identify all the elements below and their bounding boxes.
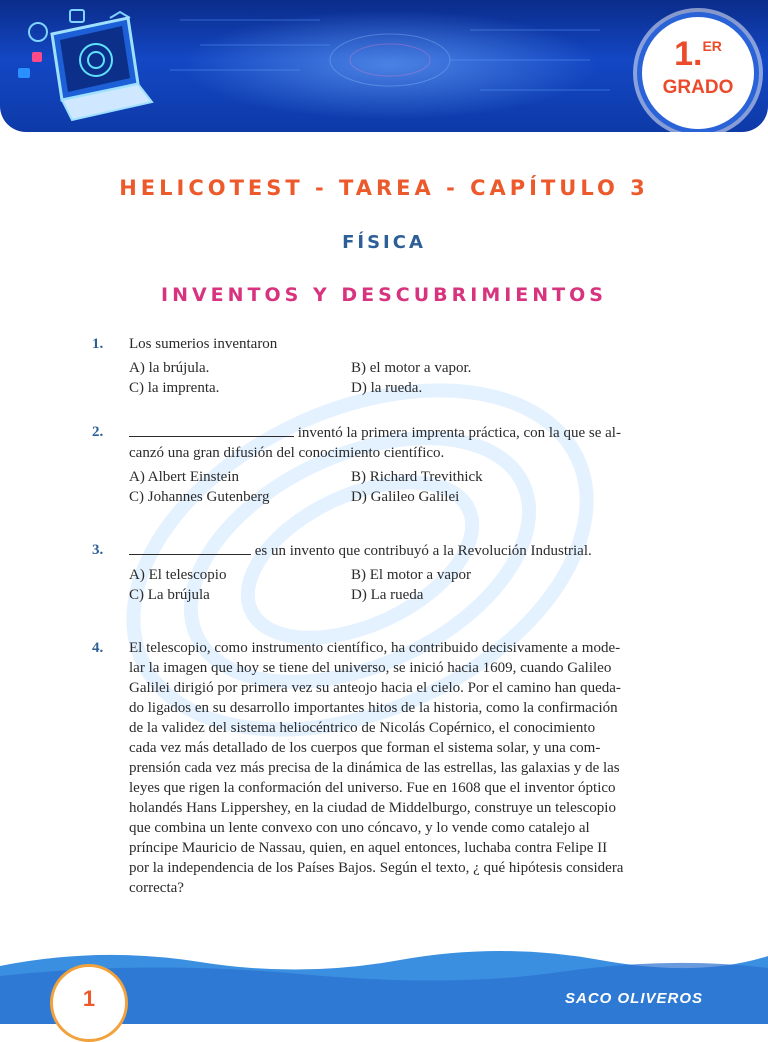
question-text-line: prensión cada vez más precisa de la dinámica de las estrellas, las galaxias y de las (129, 760, 620, 776)
question-text-line: El telescopio, como instrumento científico, ha contribuido decisivamente a mode- (129, 640, 621, 656)
question-number: 3. (92, 542, 104, 558)
question-text-line: leyes que rigen la conformación del universo. Fue en 1608 que el inventor óptico (129, 780, 616, 796)
question-stem: Los sumerios inventaron (129, 336, 278, 352)
option-d[interactable]: D) Galileo Galilei (351, 489, 460, 505)
question-text-line: lar la imagen que hoy se tiene del universo, se inició hacia 1609, cuando Galileo (129, 660, 612, 676)
page-number: 1 (50, 964, 128, 1042)
question-text-line: holandés Hans Lippershey, en la ciudad de Middelburgo, construye un telescopio (129, 800, 616, 816)
options (129, 358, 677, 398)
option-a[interactable]: A) El telescopio (129, 567, 227, 583)
option-c[interactable]: C) La brújula (129, 587, 210, 603)
question-text-line: príncipe Mauricio de Nassau, quien, en aquel entonces, luchaba contra Felipe II (129, 840, 608, 856)
question-number: 4. (92, 640, 104, 656)
topic-title: INVENTOS Y DESCUBRIMIENTOS (161, 284, 607, 306)
question-4 (92, 638, 677, 898)
question-stem: inventó la primera imprenta práctica, con la que se al- canzó una gran difusión del conocimiento científico. (129, 422, 677, 463)
question-stem (129, 638, 677, 898)
grade-number: 1.$^{ER}$ (674, 35, 722, 73)
question-text-line: que combina un lente convexo con uno cóncavo, y lo vende como catalejo al (129, 820, 590, 836)
answer-blank[interactable] (129, 422, 294, 437)
question-text-line: correcta? (129, 880, 184, 896)
options (129, 565, 677, 605)
question-1 (92, 334, 677, 398)
header-banner (0, 0, 768, 132)
option-a[interactable]: A) la brújula. (129, 360, 210, 376)
question-3 (92, 540, 677, 605)
answer-blank[interactable] (129, 540, 251, 555)
option-b[interactable]: B) Richard Trevithick (351, 469, 483, 485)
options (129, 467, 677, 507)
question-text-line: do ligados en su desarrollo importantes hitos de la historia, como la confirmación (129, 700, 618, 716)
option-b[interactable]: B) El motor a vapor (351, 567, 471, 583)
question-number: 1. (92, 336, 104, 352)
question-2 (92, 422, 677, 507)
question-text-line: de la validez del sistema heliocéntrico de Nicolás Copérnico, el conocimiento (129, 720, 596, 736)
option-d[interactable]: D) La rueda (351, 587, 424, 603)
laptop-illustration (10, 4, 160, 124)
question-text-line: Galilei dirigió por primera vez su anteojo hacia el cielo. Por el camino han queda- (129, 680, 621, 696)
grade-badge (637, 12, 759, 132)
grade-label: GRADO (662, 77, 734, 98)
question-text-line: por la independencia de los Países Bajos. Según el texto, ¿ qué hipótesis considera (129, 860, 624, 876)
page-title: HELICOTEST - TAREA - CAPÍTULO 3 (119, 176, 649, 200)
subject-title: FÍSICA (342, 232, 426, 253)
option-a[interactable]: A) Albert Einstein (129, 469, 239, 485)
question-text-line: cada vez más detallado de los cuerpos que forman el sistema solar, y una com- (129, 740, 601, 756)
option-b[interactable]: B) el motor a vapor. (351, 360, 472, 376)
question-number: 2. (92, 424, 104, 440)
question-stem: es un invento que contribuyó a la Revolución Industrial. (129, 540, 677, 561)
option-c[interactable]: C) la imprenta. (129, 380, 220, 396)
option-d[interactable]: D) la rueda. (351, 380, 423, 396)
option-c[interactable]: C) Johannes Gutenberg (129, 489, 270, 505)
brand-logo: SACO OLIVEROS (565, 990, 704, 1007)
footer (0, 946, 768, 1024)
